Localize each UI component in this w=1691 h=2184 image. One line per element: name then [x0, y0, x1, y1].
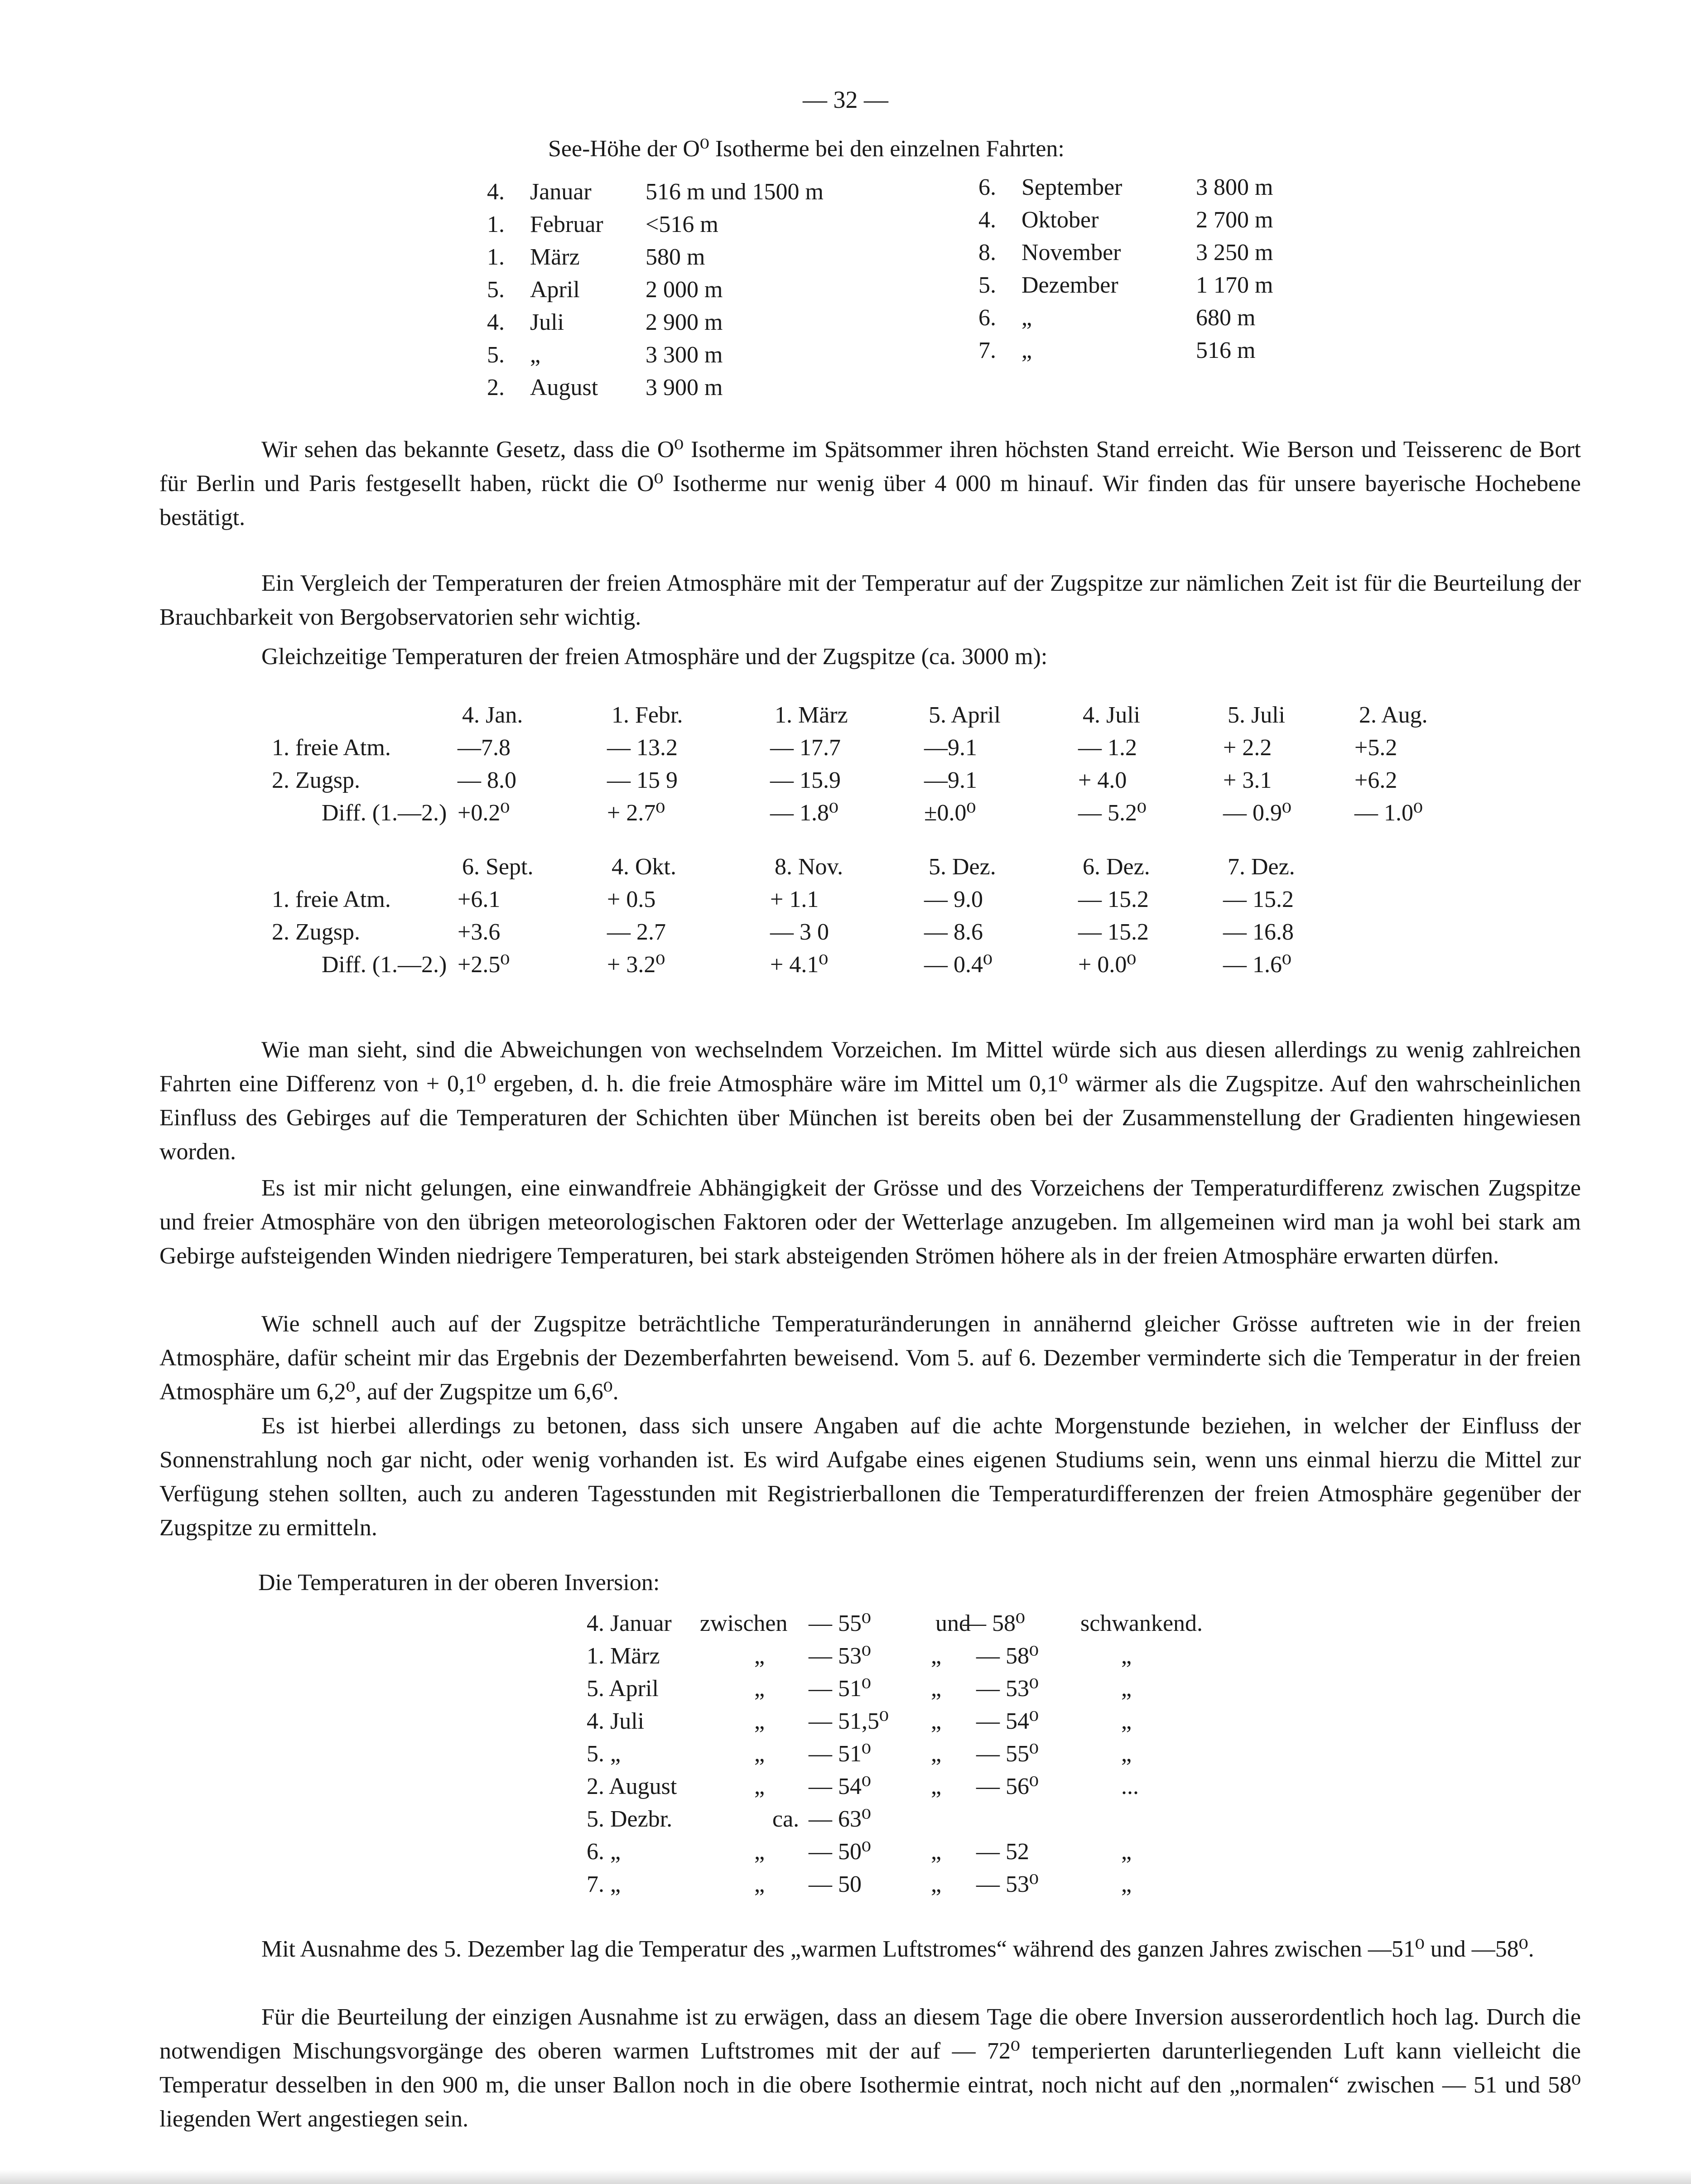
isotherm-height: 516 m und 1500 m — [646, 179, 824, 205]
table-header-cell: 1. Febr. — [612, 702, 683, 728]
inversion-a: „ — [754, 1839, 765, 1865]
isotherm-month: Januar — [530, 179, 592, 205]
isotherm-date: 1. — [487, 212, 505, 237]
inversion-d: — 52 — [976, 1839, 1029, 1865]
table-cell: + 1.1 — [770, 887, 819, 912]
inversion-a: „ — [754, 1643, 765, 1669]
inversion-b: — 51⁰ — [809, 1676, 871, 1702]
inversion-date: 4. Januar — [587, 1610, 672, 1636]
inversion-d: — 58⁰ — [963, 1610, 1025, 1636]
table-cell: — 1.0⁰ — [1354, 800, 1423, 826]
isotherm-height: 516 m — [1196, 337, 1256, 363]
inversion-a: „ — [754, 1774, 765, 1799]
inversion-date: 4. Juli — [587, 1708, 645, 1734]
isotherm-month: Februar — [530, 212, 603, 237]
table-cell: +2.5⁰ — [458, 952, 510, 978]
inversion-b: — 50 — [809, 1871, 862, 1897]
inversion-c: „ — [931, 1741, 942, 1767]
paragraph-deviations: Wie man sieht, sind die Abweichungen von wechselndem Vorzeichen. Im Mittel würde sich aus diesen allerdings zu wenig zahlreichen Fahrten eine Differenz von + 0,1⁰ ergeben, d. h. die freie Atmosphäre wäre im Mittel um 0,1⁰ wärmer als die Zugspitze. Auf den wahrscheinlichen Einfluss des Gebirges auf die Temperaturen der Schichten über München ist bereits oben bei der Zusammenstellung der Gradienten hingewiesen worden. — [159, 1037, 1581, 1165]
inversion-c: „ — [931, 1708, 942, 1734]
inversion-b: — 54⁰ — [809, 1774, 871, 1799]
isotherm-month: „ — [1021, 337, 1032, 363]
isotherm-height: 2 700 m — [1196, 207, 1273, 233]
inversion-date: 5. Dezbr. — [587, 1806, 673, 1832]
inversion-date: 2. August — [587, 1774, 677, 1799]
table-header-cell: 4. Jan. — [462, 702, 523, 728]
table-cell: —9.1 — [924, 767, 977, 793]
isotherm-height: 3 800 m — [1196, 174, 1273, 200]
table-cell: — 3 0 — [770, 919, 829, 945]
paragraph-comparison-intro: Ein Vergleich der Temperaturen der freien Atmosphäre mit der Temperatur auf der Zugspitze zur nämlichen Zeit ist für die Beurteilung der Brauchbarkeit von Bergobservatorien sehr wichtig. — [159, 570, 1581, 630]
inversion-e: „ — [1121, 1708, 1132, 1734]
table-cell: —9.1 — [924, 735, 977, 761]
table-cell: — 9.0 — [924, 887, 983, 912]
table-header-cell: 6. Dez. — [1083, 854, 1150, 880]
isotherm-month: „ — [1021, 305, 1032, 331]
table-header-cell: 5. April — [929, 702, 1001, 728]
inversion-e: „ — [1121, 1871, 1132, 1897]
isotherm-date: 4. — [487, 309, 505, 335]
inversion-d: — 58⁰ — [976, 1643, 1039, 1669]
table-cell: + 2.2 — [1223, 735, 1272, 761]
table-header-cell: 4. Juli — [1083, 702, 1141, 728]
inversion-d: — 55⁰ — [976, 1741, 1039, 1767]
inversion-d: — 53⁰ — [976, 1676, 1039, 1702]
table-header-cell: 4. Okt. — [612, 854, 676, 880]
inversion-c: „ — [931, 1643, 942, 1669]
isotherm-height: 680 m — [1196, 305, 1256, 331]
isotherm-month: April — [530, 277, 580, 303]
table-cell: —7.8 — [458, 735, 511, 761]
isotherm-height: 2 000 m — [646, 277, 723, 303]
table-cell: — 16.8 — [1223, 919, 1294, 945]
table-cell: — 0.4⁰ — [924, 952, 992, 978]
isotherm-date: 1. — [487, 244, 505, 270]
table-row-label: Diff. (1.—2.) — [322, 800, 447, 826]
table-cell: ±0.0⁰ — [924, 800, 976, 826]
inversion-d: — 56⁰ — [976, 1774, 1039, 1799]
table-cell: — 2.7 — [607, 919, 666, 945]
paragraph-isotherm-law: Wir sehen das bekannte Gesetz, dass die O⁰ Isotherme im Spätsommer ihren höchsten Stand erreicht. Wie Berson und Teisserenc de Bort für Berlin und Paris festgesellt haben, rückt die O⁰ Isotherme nur wenig über 4 000 m hinauf. Wir finden das für unsere bayerische Hochebene bestätigt. — [159, 437, 1581, 530]
table-cell: +0.2⁰ — [458, 800, 510, 826]
scan-edge — [0, 2170, 1691, 2184]
inversion-date: 1. März — [587, 1643, 660, 1669]
isotherm-month: November — [1021, 240, 1121, 265]
table-cell: + 4.1⁰ — [770, 952, 829, 978]
table-cell: — 15.2 — [1078, 919, 1149, 945]
table-cell: — 15.2 — [1223, 887, 1294, 912]
inversion-b: — 50⁰ — [809, 1839, 871, 1865]
isotherm-height: <516 m — [646, 212, 718, 237]
table-header-cell: 5. Juli — [1228, 702, 1286, 728]
isotherm-month: „ — [530, 342, 541, 368]
table-cell: + 4.0 — [1078, 767, 1127, 793]
isotherm-date: 2. — [487, 375, 505, 400]
isotherm-month: Juli — [530, 309, 564, 335]
inversion-date: 5. „ — [587, 1741, 621, 1767]
isotherm-date: 4. — [978, 207, 996, 233]
inversion-a: „ — [754, 1741, 765, 1767]
inversion-date: 5. April — [587, 1676, 659, 1702]
isotherm-month: März — [530, 244, 580, 270]
inversion-date: 7. „ — [587, 1871, 621, 1897]
isotherm-height: 1 170 m — [1196, 272, 1273, 298]
table-row-label: Diff. (1.—2.) — [322, 952, 447, 978]
table-header-cell: 6. Sept. — [462, 854, 534, 880]
paragraph-exception: Mit Ausnahme des 5. Dezember lag die Temperatur des „warmen Luftstromes“ während des ganzen Jahres zwischen —51⁰ und —58⁰. — [261, 1936, 1534, 1962]
inversion-d: — 54⁰ — [976, 1708, 1039, 1734]
inversion-a: zwischen — [700, 1610, 788, 1636]
inversion-c: und — [935, 1610, 971, 1636]
table-row-label: 1. freie Atm. — [272, 887, 391, 912]
isotherm-height: 3 300 m — [646, 342, 723, 368]
inversion-e: ... — [1121, 1774, 1139, 1799]
table-cell: — 15.2 — [1078, 887, 1149, 912]
table-cell: — 1.6⁰ — [1223, 952, 1291, 978]
table-cell: +3.6 — [458, 919, 501, 945]
table-cell: + 2.7⁰ — [607, 800, 665, 826]
paragraph-exception-reason: Für die Beurteilung der einzigen Ausnahme ist zu erwägen, dass an diesem Tage die obere Inversion ausserordentlich hoch lag. Durch die notwendigen Mischungsvorgänge des oberen warmen Luftstromes mit der auf — 72⁰ temperierten darunterliegenden Luft kann vielleicht die Temperatur desselben in den 900 m, die unser Ballon noch in die obere Isothermie eintrat, noch nicht auf den „normalen“ zwischen — 51 und 58⁰ liegenden Wert angestiegen sein. — [159, 2004, 1581, 2132]
table-row-label: 1. freie Atm. — [272, 735, 391, 761]
table-cell: — 1.2 — [1078, 735, 1137, 761]
isotherm-height: 3 900 m — [646, 375, 723, 400]
inversion-b: — 63⁰ — [809, 1806, 871, 1832]
table-cell: — 17.7 — [770, 735, 841, 761]
inversion-c: „ — [931, 1676, 942, 1702]
isotherm-title: See-Höhe der O⁰ Isotherme bei den einzelnen Fahrten: — [548, 136, 1065, 162]
inversion-a: „ — [754, 1676, 765, 1702]
table-header-cell: 5. Dez. — [929, 854, 996, 880]
inversion-c: „ — [931, 1871, 942, 1897]
inversion-e: „ — [1121, 1676, 1132, 1702]
isotherm-month: Oktober — [1021, 207, 1099, 233]
table-cell: — 15.9 — [770, 767, 841, 793]
inversion-a: „ — [754, 1871, 765, 1897]
inversion-e: „ — [1121, 1741, 1132, 1767]
isotherm-month: August — [530, 375, 598, 400]
table-row-label: 2. Zugsp. — [272, 919, 360, 945]
table-cell: + 0.5 — [607, 887, 656, 912]
paragraph-december: Wie schnell auch auf der Zugspitze beträchtliche Temperaturänderungen in annähernd gleicher Grösse auftreten wie in der freien Atmosphäre, dafür scheint mir das Ergebnis der Dezemberfahrten beweisend. Vom 5. auf 6. Dezember verminderte sich die Temperatur in der freien Atmosphäre um 6,2⁰, auf der Zugspitze um 6,6⁰. — [159, 1311, 1581, 1405]
inversion-e: „ — [1121, 1643, 1132, 1669]
table-cell: + 3.2⁰ — [607, 952, 665, 978]
table-cell: +6.1 — [458, 887, 501, 912]
paragraph-morning-hour: Es ist hierbei allerdings zu betonen, dass sich unsere Angaben auf die achte Morgenstunde beziehen, in welcher der Einfluss der Sonnenstrahlung noch gar nicht, oder wenig vorhanden ist. Es wird Aufgabe eines eigenen Studiums sein, wenn uns einmal hierzu die Mittel zur Verfügung stehen sollten, auch zu anderen Tagesstunden mit Registrierballonen die Temperaturdifferenzen der freien Atmosphäre gegenüber der Zugspitze zu ermitteln. — [159, 1413, 1581, 1541]
inversion-title: Die Temperaturen in der oberen Inversion: — [258, 1570, 660, 1596]
isotherm-month: Dezember — [1021, 272, 1118, 298]
inversion-c: „ — [931, 1774, 942, 1799]
isotherm-height: 3 250 m — [1196, 240, 1273, 265]
isotherm-month: September — [1021, 174, 1123, 200]
inversion-b: — 55⁰ — [809, 1610, 871, 1636]
table-row-label: 2. Zugsp. — [272, 767, 360, 793]
isotherm-date: 6. — [978, 305, 996, 331]
table-cell: — 8.6 — [924, 919, 983, 945]
table-cell: — 8.0 — [458, 767, 516, 793]
inversion-c: „ — [931, 1839, 942, 1865]
table-cell: — 1.8⁰ — [770, 800, 838, 826]
table-caption: Gleichzeitige Temperaturen der freien Atmosphäre und der Zugspitze (ca. 3000 m): — [261, 644, 1048, 670]
isotherm-date: 6. — [978, 174, 996, 200]
inversion-e: schwankend. — [1080, 1610, 1203, 1636]
inversion-b: — 51,5⁰ — [809, 1708, 889, 1734]
inversion-e: „ — [1121, 1839, 1132, 1865]
inversion-b: — 53⁰ — [809, 1643, 871, 1669]
isotherm-date: 5. — [978, 272, 996, 298]
isotherm-date: 8. — [978, 240, 996, 265]
isotherm-height: 580 m — [646, 244, 705, 270]
table-cell: — 0.9⁰ — [1223, 800, 1291, 826]
inversion-b: — 51⁰ — [809, 1741, 871, 1767]
inversion-date: 6. „ — [587, 1839, 621, 1865]
table-cell: — 15 9 — [607, 767, 678, 793]
table-header-cell: 1. März — [775, 702, 848, 728]
table-cell: + 3.1 — [1223, 767, 1272, 793]
isotherm-date: 7. — [978, 337, 996, 363]
inversion-d: — 53⁰ — [976, 1871, 1039, 1897]
table-header-cell: 8. Nov. — [775, 854, 843, 880]
table-cell: — 13.2 — [607, 735, 678, 761]
table-cell: — 5.2⁰ — [1078, 800, 1147, 826]
page-number: — 32 — — [803, 86, 888, 113]
table-cell: +5.2 — [1354, 735, 1397, 761]
isotherm-date: 5. — [487, 277, 505, 303]
isotherm-date: 4. — [487, 179, 505, 205]
isotherm-height: 2 900 m — [646, 309, 723, 335]
table-header-cell: 7. Dez. — [1228, 854, 1295, 880]
paragraph-dependency: Es ist mir nicht gelungen, eine einwandfreie Abhängigkeit der Grösse und des Vorzeichens der Temperaturdifferenz zwischen Zugspitze und freier Atmosphäre von den übrigen meteorologischen Faktoren oder der Wetterlage anzugeben. Im allgemeinen wird man ja wohl bei stark am Gebirge aufsteigenden Winden niedrigere Temperaturen, bei stark absteigenden Strömen höhere als in der freien Atmosphäre erwarten dürfen. — [159, 1175, 1581, 1269]
table-cell: +6.2 — [1354, 767, 1397, 793]
inversion-a: „ — [754, 1708, 765, 1734]
table-header-cell: 2. Aug. — [1359, 702, 1428, 728]
inversion-a: ca. — [772, 1806, 800, 1832]
table-cell: + 0.0⁰ — [1078, 952, 1137, 978]
isotherm-date: 5. — [487, 342, 505, 368]
